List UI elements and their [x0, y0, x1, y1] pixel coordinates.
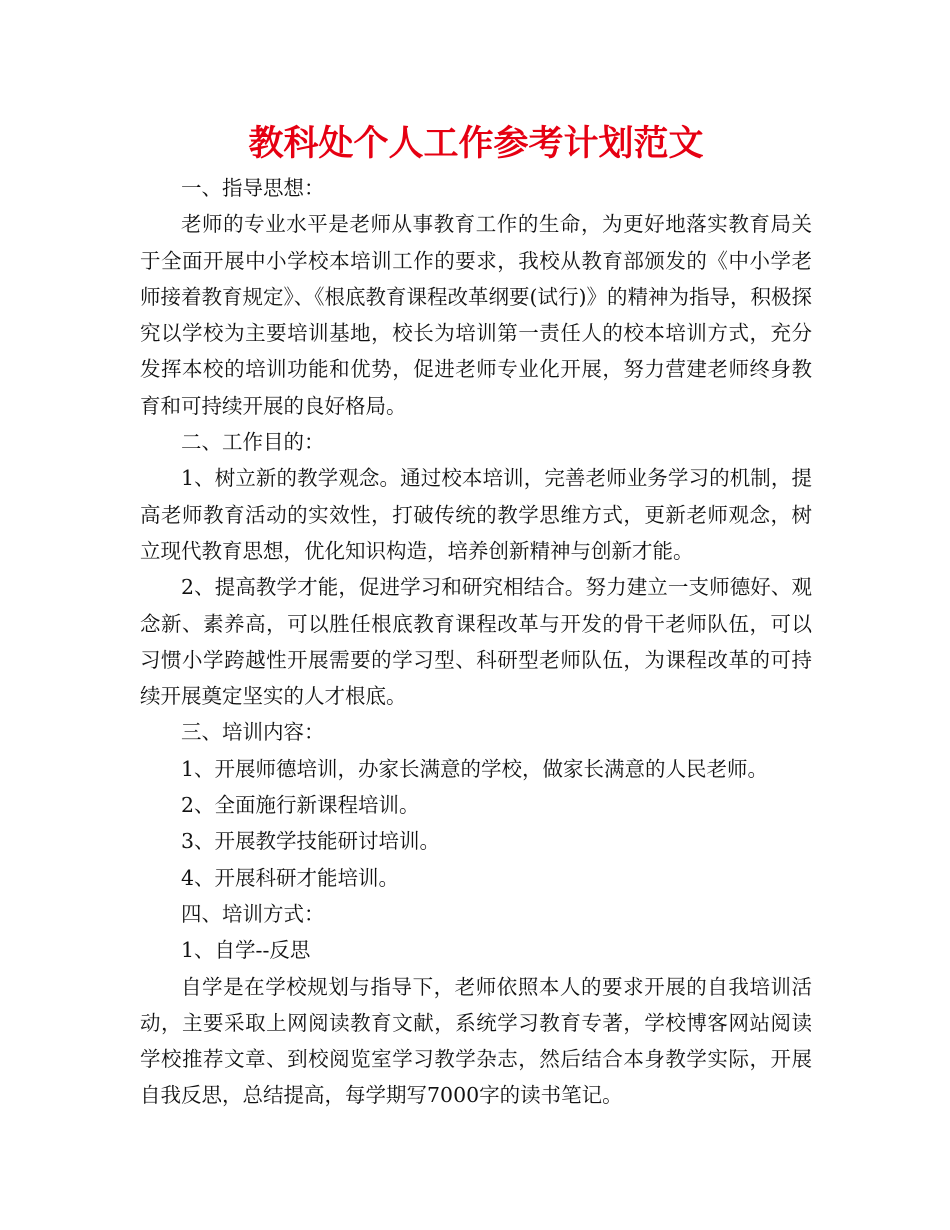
list-item: 1、开展师德培训，办家长满意的学校，做家长满意的人民老师。 — [181, 756, 769, 781]
list-item: 3、开展教学技能研讨培训。 — [181, 829, 441, 854]
subsection-heading: 1、自学--反思 — [181, 938, 311, 963]
section-heading-guiding-ideology: 一、指导思想： — [181, 176, 325, 200]
body-paragraph: 2、提高教学才能，促进学习和研究相结合。努力建立一支师德好、观念新、素养高，可以胜任根底教育课程改革与开发的骨干老师队伍，可以习惯小学跨越性开展需要的学习型、科研型老师队伍，为课程改革的可持续开展奠定坚实的人才根底。 — [140, 575, 812, 709]
body-paragraph: 老师的专业水平是老师从事教育工作的生命，为更好地落实教育局关于全面开展中小学校本培训工作的要求，我校从教育部颁发的《中小学老师接着教育规定》、《根底教育课程改革纲要(试行)》的精神为指导，积极探究以学校为主要培训基地，校长为培训第一责任人的校本培训方式，充分发挥本校的培训功能和优势，促进老师专业化开展，努力营建老师终身教育和可持续开展的良好格局。 — [140, 212, 812, 418]
body-paragraph: 1、树立新的教学观念。通过校本培训，完善老师业务学习的机制，提高老师教育活动的实效性，打破传统的教学思维方式，更新老师观念，树立现代教育思想，优化知识构造，培养创新精神与创新才能。 — [140, 466, 812, 563]
document-page — [140, 118, 812, 1114]
section-heading-training-methods: 四、培训方式： — [181, 901, 325, 926]
body-paragraph: 自学是在学校规划与指导下，老师依照本人的要求开展的自我培训活动，主要采取上网阅读教育文献，系统学习教育专著，学校博客网站阅读学校推荐文章、到校阅览室学习教学杂志，然后结合本身教学实际，开展自我反思，总结提高，每学期写7000字的读书笔记。 — [140, 974, 812, 1108]
list-item: 4、开展科研才能培训。 — [181, 865, 400, 890]
document-title: 教科处个人工作参考计划范文 — [248, 124, 704, 164]
section-heading-training-content: 三、培训内容： — [181, 720, 325, 745]
section-heading-work-goals: 二、工作目的： — [181, 430, 325, 455]
list-item: 2、全面施行新课程培训。 — [181, 793, 420, 818]
